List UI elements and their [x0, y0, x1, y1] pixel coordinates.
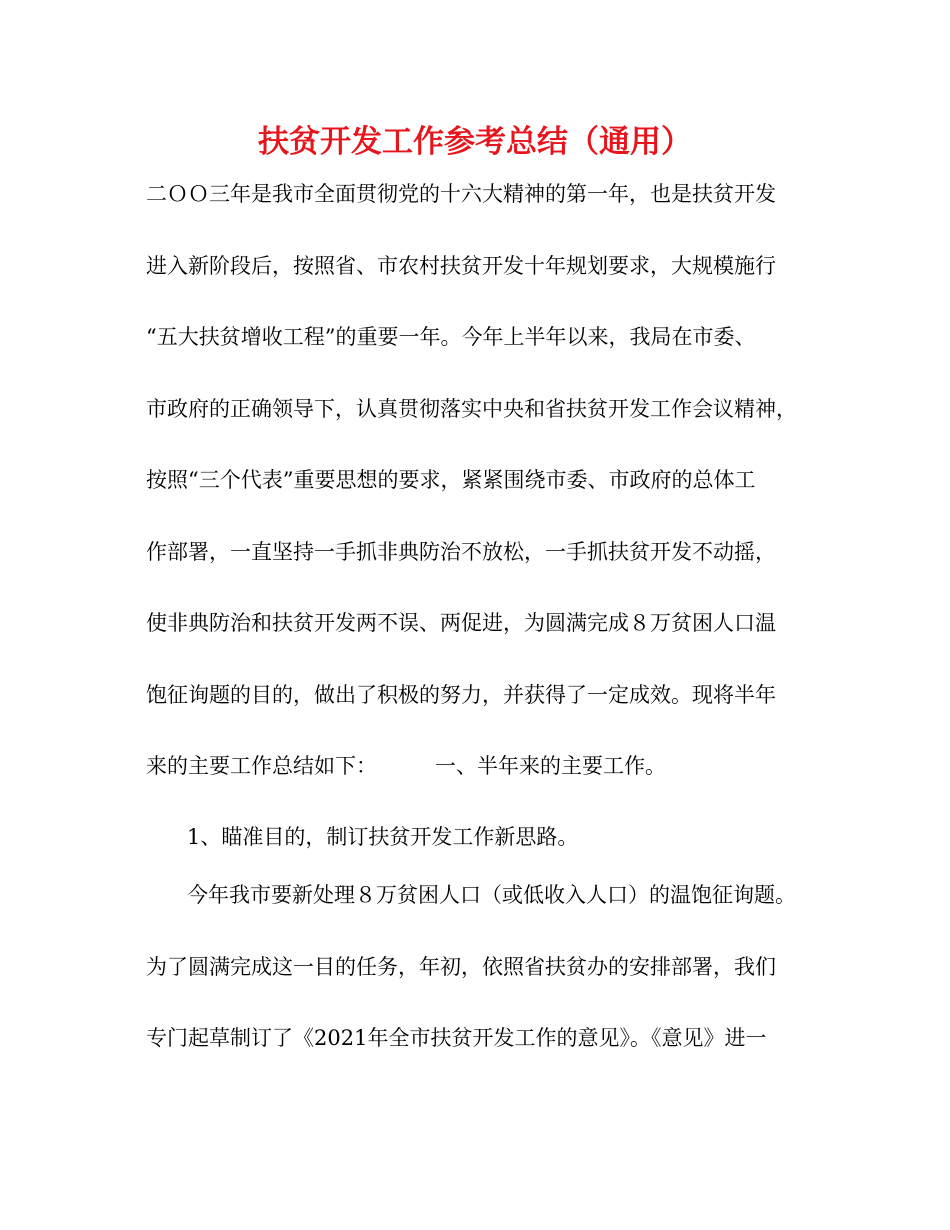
body-line-4: 市政府的正确领导下，认真贯彻落实中央和省扶贫开发工作会议精神，: [146, 397, 797, 421]
body-line-7: 使非典防治和扶贫开发两不误、两促进，为圆满完成８万贫困人口温: [146, 611, 776, 635]
section1-heading: 1、瞄准目的，制订扶贫开发工作新思路。: [187, 825, 579, 849]
document-title: 扶贫开发工作参考总结（通用）: [258, 124, 692, 160]
body-line-5: 按照“三个代表”重要思想的要求，紧紧围绕市委、市政府的总体工: [146, 468, 756, 492]
body-line-2: 进入新阶段后，按照省、市农村扶贫开发十年规划要求，大规模施行: [146, 254, 776, 278]
para2-line-3: 专门起草制订了《2021年全市扶贫开发工作的意见》。《意见》进一: [146, 1026, 767, 1050]
para2-line-1: 今年我市要新处理８万贫困人口（或低收入人口）的温饱征询题。: [187, 883, 796, 907]
section-heading-main-work: 一、半年来的主要工作。: [435, 754, 666, 778]
body-line-9: [146, 752, 816, 780]
summary-intro: 来的主要工作总结如下：: [146, 754, 377, 778]
para2-line-2: 为了圆满完成这一目的任务，年初，依照省扶贫办的安排部署，我们: [146, 955, 776, 979]
body-line-3: “五大扶贫增收工程”的重要一年。今年上半年以来，我局在市委、: [146, 325, 756, 349]
body-line-6: 作部署，一直坚持一手抓非典防治不放松，一手抓扶贫开发不动摇，: [146, 540, 776, 564]
body-line-8: 饱征询题的目的，做出了积极的努力，并获得了一定成效。现将半年: [146, 683, 776, 707]
body-line-1: 二ＯＯ三年是我市全面贯彻党的十六大精神的第一年，也是扶贫开发: [146, 182, 776, 206]
